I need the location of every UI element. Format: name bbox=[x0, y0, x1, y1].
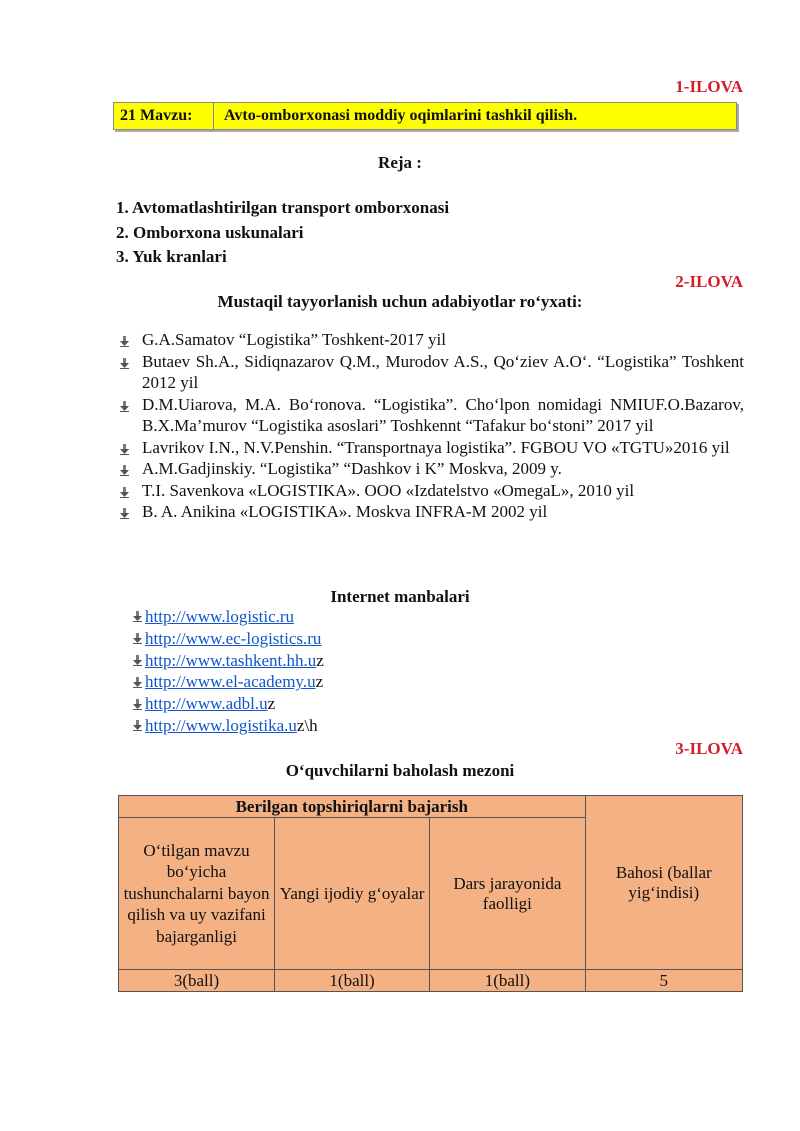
list-item: Lavrikov I.N., N.V.Penshin. “Transportnaya logistika”. FGBOU VO «TGTU»2016 yil bbox=[116, 437, 744, 459]
down-arrow-bullet-icon bbox=[120, 401, 129, 412]
list-item: T.I. Savenkova «LOGISTIKA». OOO «Izdatelstvo «OmegaL», 2010 yil bbox=[116, 480, 744, 502]
list-item bbox=[133, 715, 324, 737]
appendix-1-label: 1-ILOVA bbox=[675, 77, 743, 96]
link-suffix: z bbox=[267, 694, 276, 714]
column-header-cell: Dars jarayonida faolligi bbox=[430, 818, 585, 970]
list-item: D.M.Uiarova, M.A. Bo‘ronova. “Logistika”. Cho‘lpon nomidagi NMIUF.O.Bazarov, B.X.Ma’murov “Logistika asoslari” Toshkennt “Tafakur bo‘stoni” 2017 yil bbox=[116, 394, 744, 437]
link-suffix: z bbox=[315, 672, 324, 692]
link-suffix: z\h bbox=[296, 715, 318, 735]
internet-sources-title: Internet manbalari bbox=[330, 587, 470, 606]
link-logistic[interactable]: http://www.logistic.ru bbox=[145, 607, 295, 626]
table-row bbox=[119, 970, 743, 992]
table-row bbox=[119, 796, 743, 818]
down-arrow-bullet-icon bbox=[120, 487, 129, 498]
link-suffix: z bbox=[316, 650, 324, 670]
down-arrow-bullet-icon bbox=[133, 633, 142, 644]
group-header-cell: Berilgan topshiriqlarni bajarish bbox=[119, 796, 586, 818]
down-arrow-bullet-icon bbox=[120, 508, 129, 519]
appendix-3-label: 3-ILOVA bbox=[675, 739, 743, 758]
plan-title: Reja : bbox=[378, 153, 422, 172]
list-item bbox=[133, 606, 324, 628]
link-tashkent-hh[interactable]: http://www.tashkent.hh.u bbox=[145, 650, 317, 670]
column-header-cell: O‘tilgan mavzu bo‘yicha tushunchalarni bayon qilish va uy vazifani bajarganligi bbox=[119, 818, 275, 970]
literature-title: Mustaqil tayyorlanish uchun adabiyotlar ro‘yxati: bbox=[217, 292, 583, 311]
down-arrow-bullet-icon bbox=[120, 444, 129, 455]
literature-list bbox=[116, 329, 744, 523]
score-header-cell: Bahosi (ballar yig‘indisi) bbox=[585, 796, 742, 970]
down-arrow-bullet-icon bbox=[133, 699, 142, 710]
topic-bar bbox=[113, 102, 737, 130]
link-adbl[interactable]: http://www.adbl.u bbox=[145, 694, 268, 714]
topic-number: 21 Mavzu: bbox=[114, 103, 214, 129]
appendix-2-label: 2-ILOVA bbox=[675, 272, 743, 291]
plan-item: 2. Omborxona uskunalari bbox=[116, 222, 304, 242]
down-arrow-bullet-icon bbox=[133, 677, 142, 688]
down-arrow-bullet-icon bbox=[133, 720, 142, 731]
link-logistika[interactable]: http://www.logistika.u bbox=[145, 715, 297, 735]
list-item: Butaev Sh.A., Sidiqnazarov Q.M., Murodov A.S., Qo‘ziev A.O‘. “Logistika” Toshkent 2012 yil bbox=[116, 351, 744, 394]
down-arrow-bullet-icon bbox=[120, 465, 129, 476]
down-arrow-bullet-icon bbox=[133, 655, 142, 666]
list-item bbox=[133, 650, 324, 672]
down-arrow-bullet-icon bbox=[120, 336, 129, 347]
internet-links-list bbox=[133, 606, 324, 737]
plan-item: 1. Avtomatlashtirilgan transport omborxonasi bbox=[116, 198, 450, 217]
list-item bbox=[133, 693, 324, 715]
value-cell: 1(ball) bbox=[430, 970, 585, 992]
value-cell: 1(ball) bbox=[275, 970, 430, 992]
list-item bbox=[133, 628, 324, 650]
list-item: B. A. Anikina «LOGISTIKA». Moskva INFRA-M 2002 yil bbox=[116, 501, 744, 523]
topic-title: Avto-omborxonasi moddiy oqimlarini tashkil qilish. bbox=[224, 107, 578, 124]
link-ec-logistics[interactable]: http://www.ec-logistics.ru bbox=[145, 628, 322, 648]
down-arrow-bullet-icon bbox=[133, 611, 142, 622]
plan-item: 3. Yuk kranlari bbox=[116, 247, 227, 266]
link-el-academy[interactable]: http://www.el-academy.u bbox=[145, 672, 316, 692]
grading-table bbox=[118, 795, 743, 992]
grading-title: O‘quvchilarni baholash mezoni bbox=[285, 761, 515, 780]
value-cell: 5 bbox=[585, 970, 742, 992]
list-item: A.M.Gadjinskiy. “Logistika” “Dashkov i K” Moskva, 2009 y. bbox=[116, 458, 744, 480]
plan-list bbox=[116, 196, 449, 270]
column-header-cell: Yangi ijodiy g‘oyalar bbox=[275, 818, 430, 970]
value-cell: 3(ball) bbox=[119, 970, 275, 992]
list-item bbox=[133, 671, 324, 693]
list-item: G.A.Samatov “Logistika” Toshkent-2017 yil bbox=[116, 329, 744, 351]
down-arrow-bullet-icon bbox=[120, 358, 129, 369]
